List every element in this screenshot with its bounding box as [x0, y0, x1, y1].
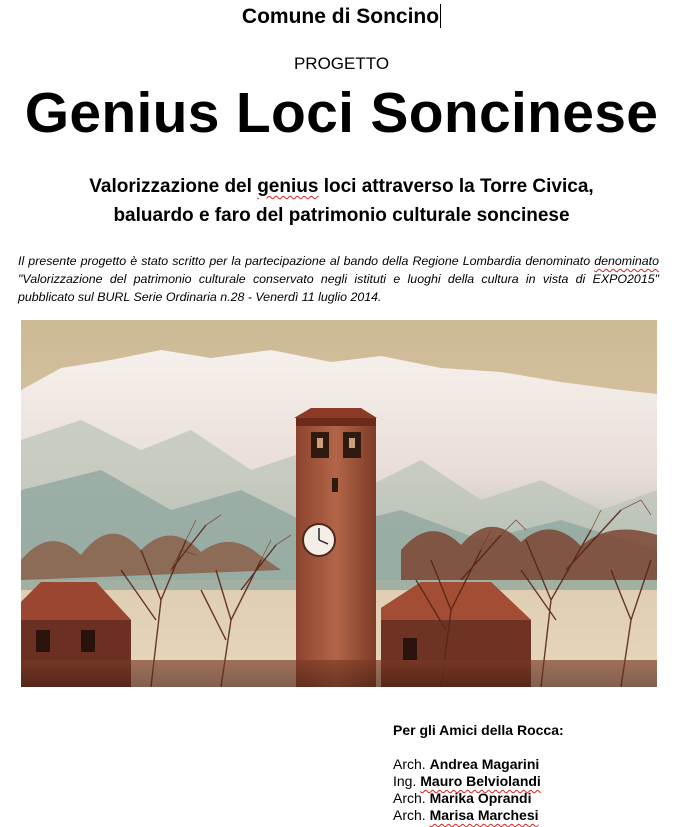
municipality-text: Comune di Soncino	[241, 5, 440, 28]
credit-name: Marika Oprandi	[429, 790, 532, 806]
credit-title: Arch.	[393, 807, 426, 823]
credit-line-1	[393, 756, 673, 773]
credit-name: Andrea Magarini	[429, 756, 540, 772]
credit-title: Ing.	[393, 773, 417, 789]
credit-title: Arch.	[393, 790, 426, 806]
intro-spellcheck-word: denominato	[594, 254, 659, 268]
credit-name: Marisa Marchesi	[429, 807, 539, 823]
tower-shape	[294, 408, 377, 687]
credit-name: Mauro Belviolandi	[420, 773, 541, 789]
credit-line-3	[393, 790, 673, 807]
subtitle-spellcheck-word: genius	[257, 176, 319, 197]
intro-part1: Il presente progetto è stato scritto per la partecipazione al bando della Regione Lombardia denominato	[18, 254, 595, 268]
intro-paragraph	[18, 252, 659, 306]
credits-heading: Per gli Amici della Rocca:	[393, 722, 564, 738]
credit-title: Arch.	[393, 756, 426, 772]
text-cursor	[440, 4, 441, 28]
credit-line-2	[393, 773, 673, 790]
subtitle-line1-post: loci attraverso la Torre Civica,	[318, 176, 594, 197]
intro-part2: "Valorizzazione del patrimonio culturale conservato negli istituti e luoghi della cultura in vista di EXPO2015" pubblicato sul BURL Serie Ordinaria n.28 - Venerdì 11 luglio 2014.	[18, 272, 659, 304]
credits-block	[393, 722, 673, 824]
document-subtitle	[0, 172, 683, 230]
subtitle-line2: baluardo e faro del patrimonio culturale soncinese	[113, 205, 570, 226]
project-kicker: PROGETTO	[293, 54, 390, 73]
torre-civica-photo	[21, 320, 657, 687]
municipality-heading	[0, 4, 683, 29]
credit-line-4	[393, 807, 673, 824]
document-title: Genius Loci Soncinese	[24, 81, 659, 145]
subtitle-line1-pre: Valorizzazione del	[89, 176, 258, 197]
